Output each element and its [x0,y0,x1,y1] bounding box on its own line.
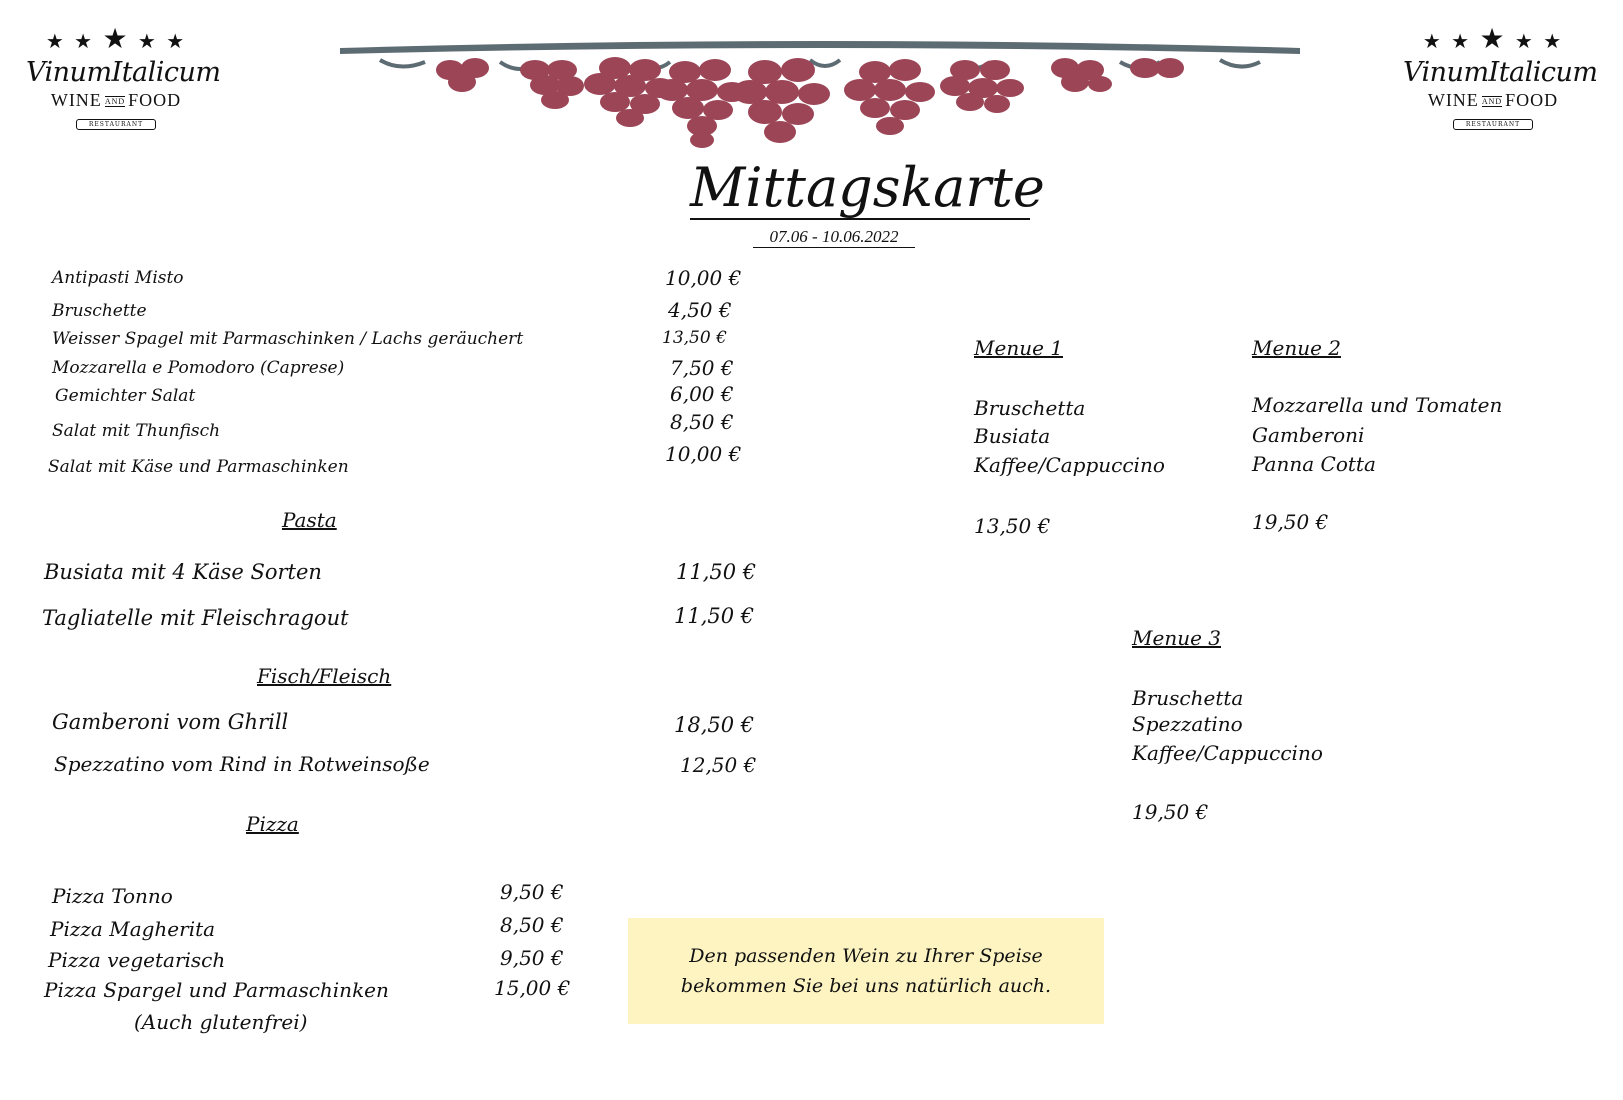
menu-item-name: Tagliatelle mit Fleischragout [42,606,349,630]
menu-item-price: 9,50 € [500,880,564,904]
menu-item-price: 13,50 € [662,328,727,348]
logo-ribbon: RESTAURANT [76,119,156,130]
stars-icon: ★ ★ ★ ★ ★ [1422,22,1564,55]
wine-note-line: Den passenden Wein zu Ihrer Speise [689,945,1043,967]
menue-3-item: Kaffee/Cappuccino [1132,741,1323,765]
menue-3-heading: Menue 3 [1132,626,1221,650]
menu-item-price: 11,50 € [674,604,755,628]
menu-item-price: 7,50 € [670,356,734,380]
menu-item-name: Salat mit Thunfisch [52,421,221,441]
menue-3-price: 19,50 € [1132,800,1209,824]
menue-1-price: 13,50 € [974,514,1051,538]
menu-item-price: 8,50 € [500,913,564,937]
menue-3-item: Bruschetta [1132,686,1244,710]
menu-item-price: 6,00 € [670,382,734,406]
stars-icon: ★ ★ ★ ★ ★ [45,22,187,55]
logo-right [1403,22,1598,130]
menu-item-price: 10,00 € [665,266,742,290]
logo-brand: VinumItalicum [26,57,221,88]
logo-tagline: WINE AND FOOD [1427,90,1559,110]
menu-item-name: Antipasti Misto [52,268,184,288]
menu-item-price: 12,50 € [680,753,757,777]
menu-item-name: Spezzatino vom Rind in Rotweinsoße [54,752,430,776]
logo-left [26,22,221,130]
logo-tagline: WINE AND FOOD [50,90,182,110]
logo-brand: VinumItalicum [1403,57,1598,88]
section-heading-pasta: Pasta [282,508,337,532]
grape-vine-icon [340,40,1300,150]
menue-2-item: Mozzarella und Tomaten [1252,393,1503,417]
menu-item-name: Gemichter Salat [55,386,196,406]
page-title: Mittagskarte [690,156,1045,219]
menu-item-price: 8,50 € [670,410,734,434]
menu-item-price: 11,50 € [676,560,757,584]
menu-item-name: Salat mit Käse und Parmaschinken [48,457,349,477]
menu-item-name: Pizza Spargel und Parmaschinken [44,978,389,1002]
menue-1-heading: Menue 1 [974,336,1063,360]
menue-1-item: Busiata [974,424,1051,448]
menue-2-item: Panna Cotta [1252,452,1376,476]
wine-note-line: bekommen Sie bei uns natürlich auch. [680,975,1052,997]
menu-item-name: Pizza Tonno [52,884,173,908]
menu-item-name: Weisser Spagel mit Parmaschinken / Lachs geräuchert [52,329,524,349]
menu-item-price: 18,50 € [674,713,755,737]
menue-1-item: Kaffee/Cappuccino [974,453,1165,477]
wine-note-box [628,918,1104,1024]
pizza-gluten-note: (Auch glutenfrei) [134,1010,308,1034]
section-heading-pizza: Pizza [246,812,299,836]
menue-2-item: Gamberoni [1252,423,1365,447]
date-range: 07.06 - 10.06.2022 [753,227,915,248]
menu-item-price: 10,00 € [665,442,742,466]
menu-item-name: Gamberoni vom Ghrill [52,710,289,734]
menu-item-name: Busiata mit 4 Käse Sorten [44,560,322,584]
menue-1-item: Bruschetta [974,396,1086,420]
menu-item-name: Pizza vegetarisch [48,948,226,972]
menu-item-name: Mozzarella e Pomodoro (Caprese) [52,358,345,378]
menu-item-price: 15,00 € [494,976,571,1000]
menue-2-price: 19,50 € [1252,510,1329,534]
menue-2-heading: Menue 2 [1252,336,1341,360]
logo-ribbon: RESTAURANT [1453,119,1533,130]
menue-3-item: Spezzatino [1132,712,1243,736]
menu-item-name: Pizza Magherita [50,917,216,941]
menu-item-name: Bruschette [52,301,147,321]
section-heading-fisch: Fisch/Fleisch [257,664,392,688]
menu-item-price: 9,50 € [500,946,564,970]
menu-item-price: 4,50 € [668,298,732,322]
